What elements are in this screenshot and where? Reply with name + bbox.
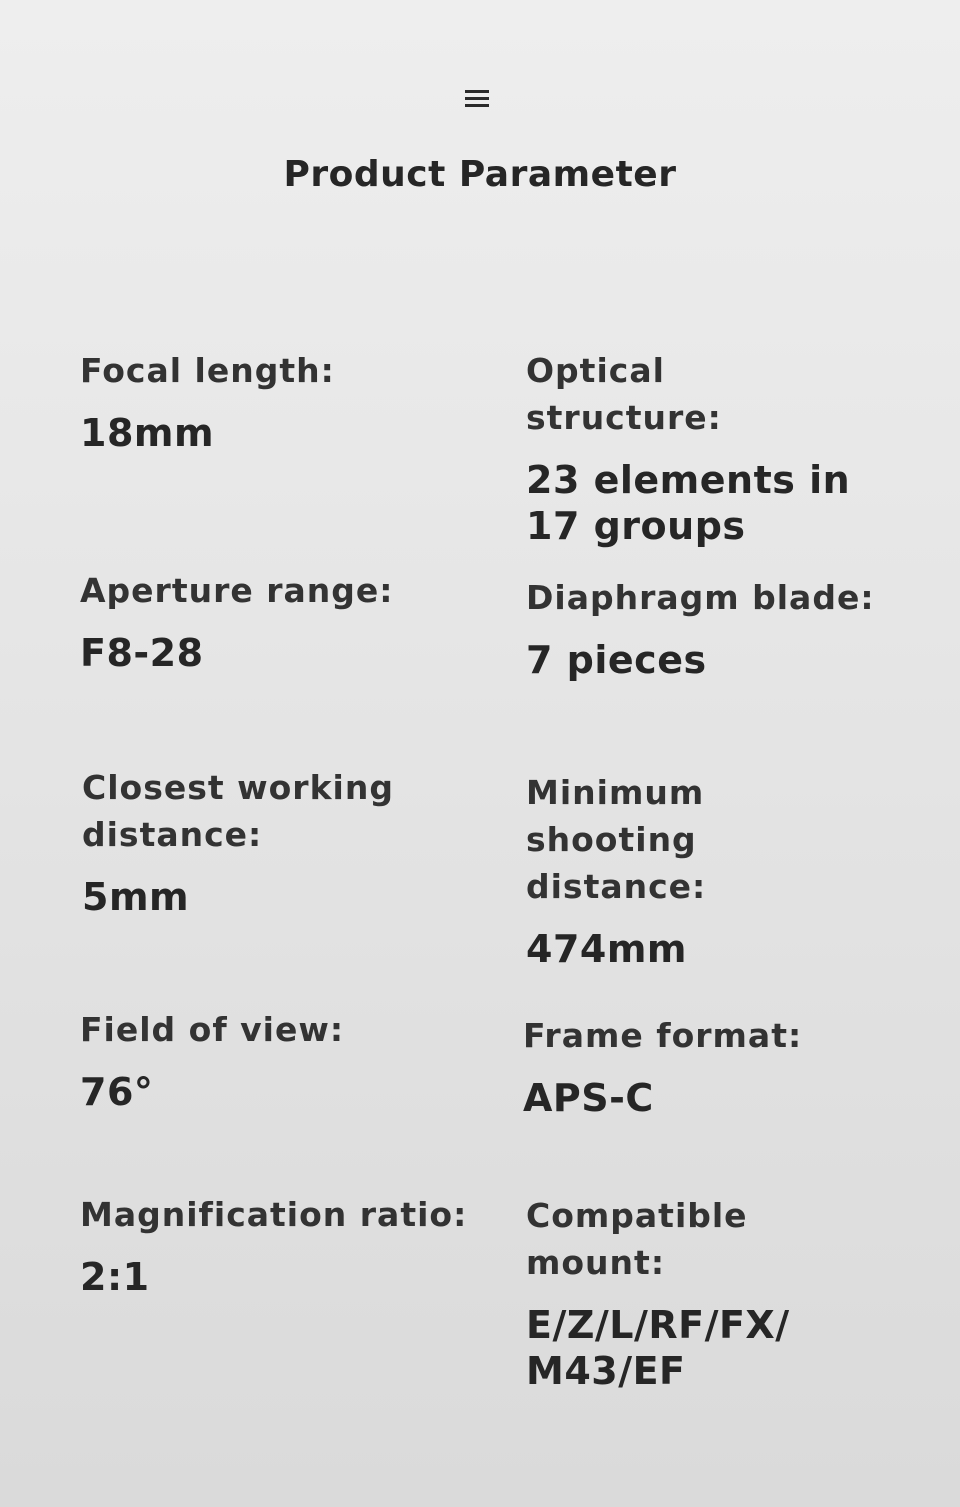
param-diaphragm-blade [526,574,946,683]
param-label: Closest working distance: [82,768,394,854]
param-value: 7 pieces [526,638,707,682]
param-value: 18mm [80,411,215,455]
param-value: APS-C [523,1076,654,1120]
menu-icon-bar [465,97,489,100]
param-optical-structure [526,347,856,549]
param-minimum-shooting-distance [526,769,886,972]
param-field-of-view [80,1006,500,1115]
param-value: E/Z/L/RF/FX/ M43/EF [526,1303,790,1393]
param-aperture-range [80,567,500,676]
param-focal-length [80,347,500,456]
menu-icon-bar [465,104,489,107]
param-label: Frame format: [523,1016,803,1055]
param-value: 23 elements in 17 groups [526,458,851,548]
param-label: Field of view: [80,1010,345,1049]
param-label: Optical structure: [526,351,722,437]
param-value: 76° [80,1070,154,1114]
param-label: Aperture range: [80,571,394,610]
param-closest-working-distance [82,764,412,920]
param-label: Compatible mount: [526,1196,748,1282]
param-label: Magnification ratio: [80,1195,468,1234]
param-magnification-ratio [80,1191,500,1300]
page-title: Product Parameter [283,154,677,195]
param-value: F8-28 [80,631,204,675]
param-value: 474mm [526,927,688,971]
param-value: 2:1 [80,1255,150,1299]
param-compatible-mount [526,1192,886,1394]
param-frame-format [523,1012,943,1121]
param-label: Focal length: [80,351,335,390]
param-value: 5mm [82,875,190,919]
menu-icon-bar [465,90,489,93]
param-label: Minimum shooting distance: [526,773,707,906]
menu-icon[interactable] [465,89,489,109]
param-label: Diaphragm blade: [526,578,875,617]
